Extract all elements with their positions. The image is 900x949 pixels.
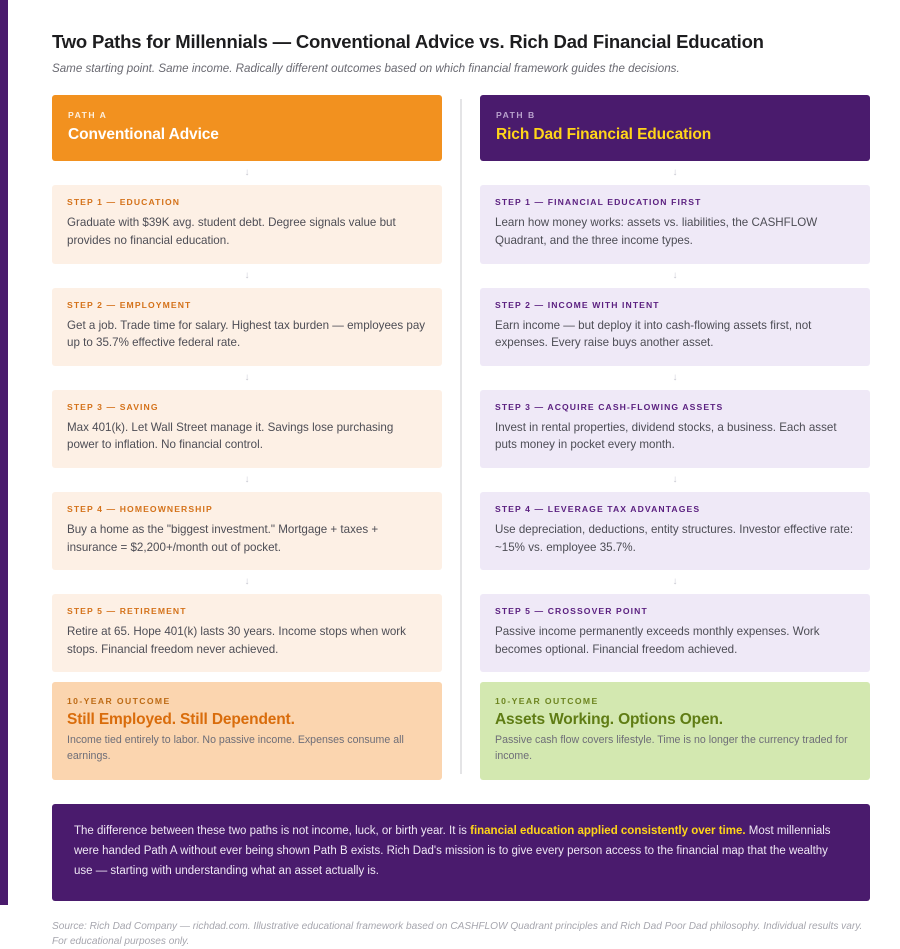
step-body: Graduate with $39K avg. student debt. Degree signals value but provides no financial education. bbox=[67, 216, 396, 247]
page-subtitle: Same starting point. Same income. Radically different outcomes based on which financial framework guides the decisions. bbox=[52, 62, 680, 76]
path-b-step-3 bbox=[480, 390, 870, 468]
callout-lead: The difference between these two paths is not income, luck, or birth year. It is bbox=[74, 825, 471, 838]
path-b-column bbox=[480, 95, 870, 780]
step-body: Max 401(k). Let Wall Street manage it. Savings lose purchasing power to inflation. No financial control. bbox=[67, 420, 394, 452]
step-body: Retire at 65. Hope 401(k) lasts 30 years. Income stops when work stops. Financial freedom never achieved. bbox=[67, 625, 406, 656]
connector-arrow-icon: ↓ bbox=[672, 371, 678, 383]
path-a-header bbox=[52, 95, 442, 161]
step-label: STEP 4 — HOMEOWNERSHIP bbox=[67, 504, 213, 514]
path-a-step-2 bbox=[52, 288, 442, 366]
step-label: STEP 5 — CROSSOVER POINT bbox=[495, 606, 648, 617]
path-a-column bbox=[52, 95, 442, 780]
step-body: Learn how money works: assets vs. liabilities, the CASHFLOW Quadrant, and the three income types. bbox=[495, 216, 818, 247]
column-divider bbox=[460, 99, 462, 774]
step-label: STEP 2 — EMPLOYMENT bbox=[67, 299, 192, 310]
page-content bbox=[8, 0, 900, 947]
step-label: STEP 5 — RETIREMENT bbox=[67, 606, 187, 617]
left-accent-rail bbox=[0, 0, 8, 905]
path-b-step-4 bbox=[480, 492, 870, 570]
path-a-step-1 bbox=[52, 185, 442, 263]
step-body: Buy a home as the "biggest investment." Mortgage + taxes + insurance = $2,200+/month out of pocket. bbox=[67, 523, 379, 554]
path-b-name: Rich Dad Financial Education bbox=[496, 126, 712, 144]
connector-arrow-icon: ↓ bbox=[244, 269, 250, 281]
step-body: Earn income — but deploy it into cash-flowing assets first, not expenses. Every raise buys another asset. bbox=[495, 318, 812, 350]
path-b-outcome bbox=[480, 682, 870, 780]
callout-highlight: financial education applied consistently over time. bbox=[470, 825, 746, 838]
connector-arrow-icon: ↓ bbox=[672, 576, 678, 588]
step-body: Get a job. Trade time for salary. Highest tax burden — employees pay up to 35.7% effective federal rate. bbox=[67, 318, 426, 350]
step-label: STEP 1 — EDUCATION bbox=[67, 197, 181, 208]
outcome-body: Income tied entirely to labor. No passive income. Expenses consume all earnings. bbox=[67, 734, 404, 762]
step-body: Use depreciation, deductions, entity structures. Investor effective rate: ~15% vs. employee 35.7%. bbox=[495, 523, 854, 554]
path-a-name: Conventional Advice bbox=[68, 126, 219, 144]
path-b-step-1 bbox=[480, 185, 870, 263]
path-a-step-4 bbox=[52, 492, 442, 570]
outcome-kicker: 10-YEAR OUTCOME bbox=[495, 696, 599, 707]
step-label: STEP 3 — ACQUIRE CASH-FLOWING ASSETS bbox=[495, 401, 724, 412]
connector-arrow-icon: ↓ bbox=[244, 167, 250, 179]
connector-arrow-icon: ↓ bbox=[672, 474, 678, 485]
outcome-body: Passive cash flow covers lifestyle. Time is no longer the currency traded for income. bbox=[495, 734, 848, 762]
source-note: Source: Rich Dad Company — richdad.com. Illustrative educational framework based on CASHFLOW Quadrant principles and Rich Dad Poor Dad philosophy. Individual results vary. For educational purposes only. bbox=[52, 920, 863, 947]
path-b-header bbox=[480, 95, 870, 161]
two-path-board bbox=[52, 95, 870, 780]
path-a-step-5 bbox=[52, 594, 442, 672]
path-b-step-5 bbox=[480, 594, 870, 672]
outcome-title: Still Employed. Still Dependent. bbox=[67, 711, 295, 729]
callout-tail: Most millennials were handed Path A without ever being shown Path B exists. Rich Dad's mission is to give every person access to the financial map that the wealthy use — starting with understanding what an asset actually is. bbox=[74, 825, 831, 878]
connector-arrow-icon: ↓ bbox=[672, 167, 678, 179]
outcome-title: Assets Working. Options Open. bbox=[495, 711, 723, 729]
outcome-kicker: 10-YEAR OUTCOME bbox=[67, 696, 171, 707]
page-title: Two Paths for Millennials — Conventional Advice vs. Rich Dad Financial Education bbox=[52, 31, 764, 52]
step-label: STEP 2 — INCOME WITH INTENT bbox=[495, 299, 660, 310]
connector-arrow-icon: ↓ bbox=[244, 474, 250, 485]
path-b-step-2 bbox=[480, 288, 870, 366]
connector-arrow-icon: ↓ bbox=[244, 576, 250, 588]
step-label: STEP 4 — LEVERAGE TAX ADVANTAGES bbox=[495, 504, 701, 514]
path-a-step-3 bbox=[52, 390, 442, 468]
path-a-kicker: PATH A bbox=[68, 110, 108, 121]
connector-arrow-icon: ↓ bbox=[244, 371, 250, 383]
summary-callout bbox=[52, 804, 870, 900]
step-body: Passive income permanently exceeds monthly expenses. Work becomes optional. Financial freedom achieved. bbox=[495, 625, 820, 656]
path-b-kicker: PATH B bbox=[496, 110, 536, 121]
step-label: STEP 3 — SAVING bbox=[67, 401, 159, 412]
connector-arrow-icon: ↓ bbox=[672, 269, 678, 281]
step-label: STEP 1 — FINANCIAL EDUCATION FIRST bbox=[495, 197, 702, 208]
step-body: Invest in rental properties, dividend stocks, a business. Each asset puts money in pocket every month. bbox=[495, 420, 837, 452]
path-a-outcome bbox=[52, 682, 442, 780]
